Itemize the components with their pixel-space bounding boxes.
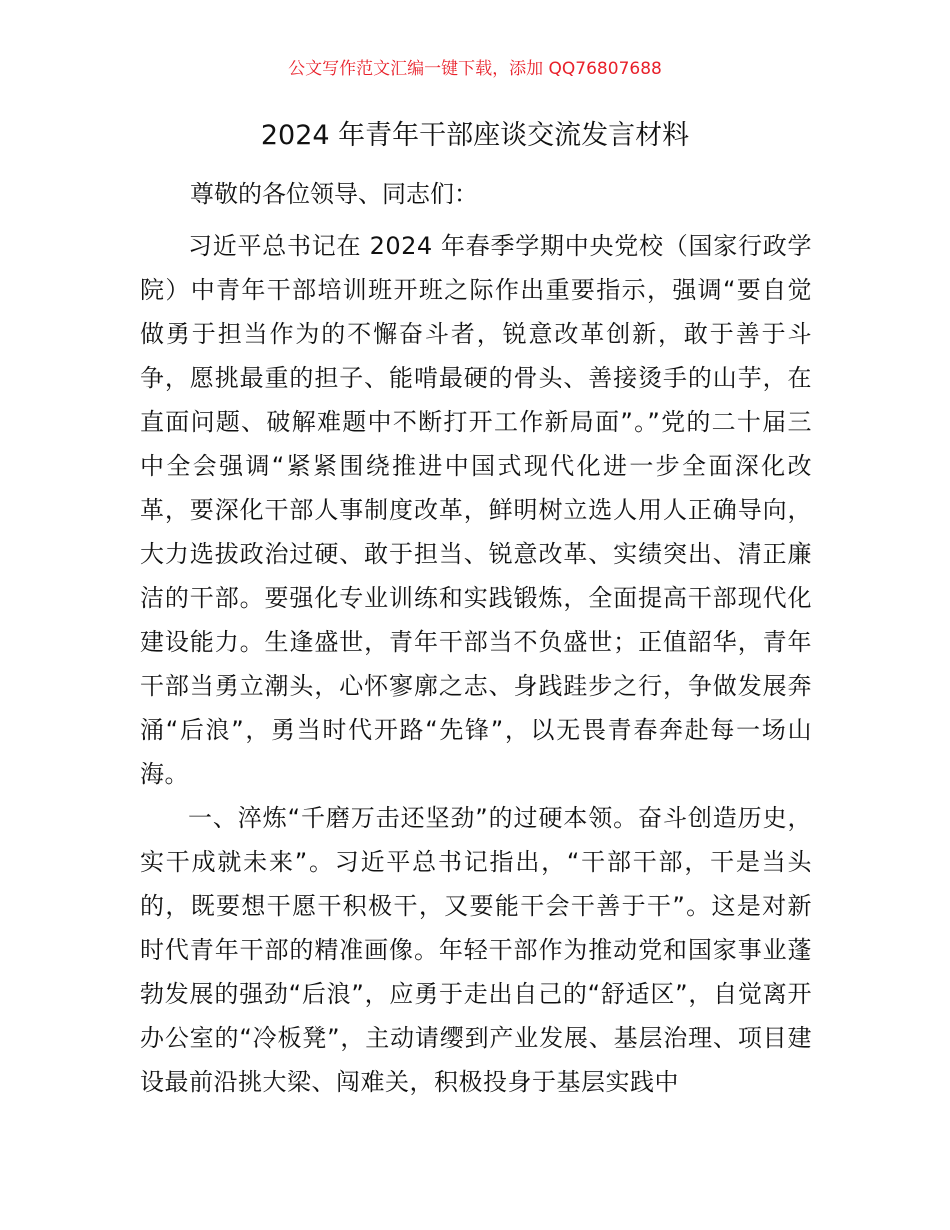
document-title: 2024 年青年干部座谈交流发言材料 [260, 120, 690, 151]
salutation: 尊敬的各位领导、同志们： [190, 180, 478, 208]
body-paragraph-section-one: 一、淬炼“千磨万击还坚劲”的过硬本领。奋斗创造历史，实干成就未来”。习近平总书记指出，“干部干部，干是当头的，既要想干愿干积极干，又要能干会干善于干”。这是对新时代青年干部的精准画像。年轻干部作为推动党和国家事业蓬勃发展的强劲“后浪”，应勇于走出自己的“舒适区”，自觉离开办公室的“冷板凳”，主动请缨到产业发展、基层治理、项目建设最前沿挑大梁、闯难关，积极投身于基层实践中 [140, 804, 812, 1096]
download-promo-note: 公文写作范文汇编一键下载，添加 QQ76807688 [288, 59, 662, 79]
body-paragraph-intro: 习近平总书记在 2024 年春季学期中央党校（国家行政学院）中青年干部培训班开班之际作出重要指示，强调“要自觉做勇于担当作为的不懈奋斗者，锐意改革创新，敢于善于斗争，愿挑最重的担子、能啃最硬的骨头、善接烫手的山芋，在直面问题、破解难题中不断打开工作新局面”。”党的二十届三中全会强调“紧紧围绕推进中国式现代化进一步全面深化改革，要深化干部人事制度改革，鲜明树立选人用人正确导向，大力选拔政治过硬、敢于担当、锐意改革、实绩突出、清正廉洁的干部。要强化专业训练和实践锻炼，全面提高干部现代化建设能力。生逢盛世，青年干部当不负盛世；正值韶华，青年干部当勇立潮头，心怀寥廓之志、身践跬步之行，争做发展奔涌“后浪”，勇当时代开路“先锋”，以无畏青春奔赴每一场山海。 [140, 232, 812, 788]
